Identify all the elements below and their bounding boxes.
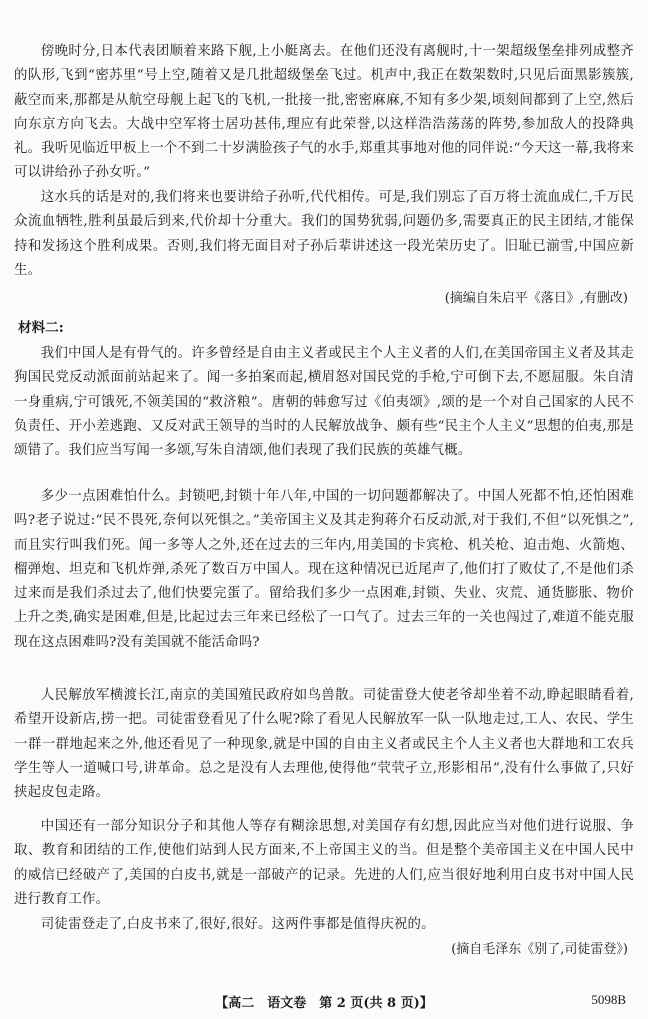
article1-paragraph-1: 傍晚时分,日本代表团顺着来路下舰,上小艇离去。在他们还没有离舰时,十一架超级堡垒排列成整齐的队形,飞到“密苏里”号上空,随着又是几批超级堡垒飞过。机声中,我正在数架数时,只见后面黑影簇簇,蔽空而来,那都是从航空母舰上起飞的飞机,一批接一批,密密麻麻,不知有多少架,顷刻间都到了上空,然后向东京方向飞去。大战中空军将士居功甚伟,理应有此荣誉,以这样浩浩荡荡的阵势,参加敌人的投降典礼。我听见临近甲板上一个不到二十岁满脸孩子气的水手,郑重其事地对他的同伴说:“今天这一幕,我将来可以讲给孙子孙女听。” xyxy=(14,44,634,181)
article2-heading: 材料二: xyxy=(18,320,64,336)
article1-attribution: (摘编自朱启平《落日》,有删改) xyxy=(444,291,628,306)
article1-paragraph-2: 这水兵的话是对的,我们将来也要讲给子孙听,代代相传。可是,我们别忘了百万将士流血成仁,千万民众流血牺牲,胜利虽最后到来,代价却十分重大。我们的国势犹弱,问题仍多,需要真正的民主团结,才能保持和发扬这个胜利成果。否则,我们将无面目对子孙后辈讲述这一段光荣历史了。旧耻已湔雪,中国应新生。 xyxy=(14,190,634,278)
article2-paragraph-1: 我们中国人是有骨气的。许多曾经是自由主义者或民主个人主义者的人们,在美国帝国主义者及其走狗国民党反动派面前站起来了。闻一多拍案而起,横眉怒对国民党的手枪,宁可倒下去,不愿屈服。朱自清一身重病,宁可饿死,不领美国的“救济粮”。唐朝的韩愈写过《伯夷颂》,颂的是一个对自己国家的人民不负责任、开小差逃跑、又反对武王领导的当时的人民解放战争、颇有些“民主个人主义”思想的伯夷,那是颂错了。我们应当写闻一多颂,写朱自清颂,他们表现了我们民族的英雄气概。 xyxy=(14,346,634,459)
paper-code: 5098B xyxy=(591,992,626,1007)
article2-paragraph-3: 人民解放军横渡长江,南京的美国殖民政府如鸟兽散。司徒雷登大使老爷却坐着不动,睁起眼睛看着,希望开设新店,捞一把。司徒雷登看见了什么呢?除了看见人民解放军一队一队地走过,工人、农民、学生一群一群地起来之外,他还看见了一种现象,就是中国的自由主义者或民主个人主义者也大群地和工农兵学生等人一道喊口号,讲革命。总之是没有人去理他,使得他“茕茕孑立,形影相吊”,没有什么事做了,只好挟起皮包走路。 xyxy=(14,688,634,801)
article2-paragraph-4: 中国还有一部分知识分子和其他人等存有糊涂思想,对美国存有幻想,因此应当对他们进行说服、争取、教育和团结的工作,使他们站到人民方面来,不上帝国主义的当。但是整个美帝国主义在中国人民中的威信已经破产了,美国的白皮书,就是一部破产的记录。先进的人们,应当很好地利用白皮书对中国人民进行教育工作。 xyxy=(14,819,634,907)
article2-paragraph-2: 多少一点困难怕什么。封锁吧,封锁十年八年,中国的一切问题都解决了。中国人死都不怕,还怕困难吗?老子说过:“民不畏死,奈何以死惧之。”美帝国主义及其走狗蒋介石反动派,对于我们,不但“以死惧之”,而且实行叫我们死。闻一多等人之外,还在过去的三年内,用美国的卡宾枪、机关枪、迫击炮、火箭炮、榴弹炮、坦克和飞机炸弹,杀死了数百万中国人。现在这种情况已近尾声了,他们打了败仗了,不是他们杀过来而是我们杀过去了,他们快要完蛋了。留给我们多少一点困难,封锁、失业、灾荒、通货膨胀、物价上升之类,确实是困难,但是,比起过去三年来已经松了一口气了。过去三年的一关也闯过了,难道不能克服现在这点困难吗?没有美国就不能活命吗? xyxy=(14,489,634,650)
article2-attribution: (摘自毛泽东《别了,司徒雷登》) xyxy=(451,942,628,957)
page-footer xyxy=(0,992,648,1014)
article2-paragraph-5: 司徒雷登走了,白皮书来了,很好,很好。这两件事都是值得庆祝的。 xyxy=(40,917,435,932)
page-number-label: 【高二 语文卷 第 2 页(共 8 页)】 xyxy=(215,996,433,1011)
